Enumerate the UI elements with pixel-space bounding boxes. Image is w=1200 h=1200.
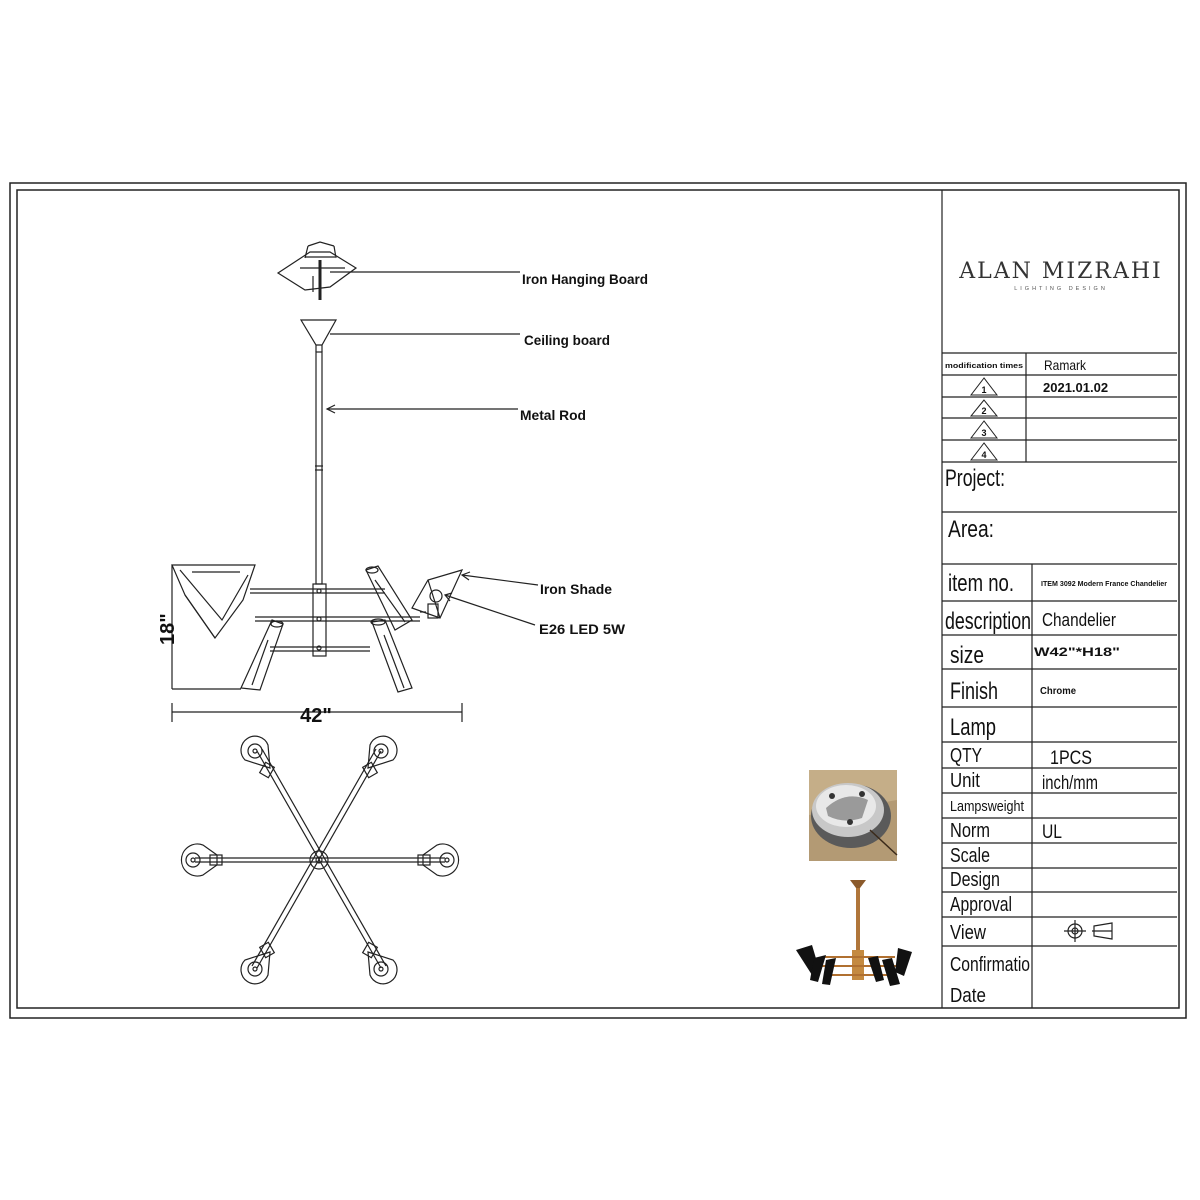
brand-tagline: LIGHTING DESIGN	[1014, 286, 1108, 292]
description-value: Chandelier	[1042, 610, 1116, 630]
qty-value: 1PCS	[1050, 748, 1092, 769]
unit-label: Unit	[950, 770, 981, 792]
confirmation-label: Confirmatio	[950, 954, 1030, 976]
plan-shade-top-right	[363, 736, 397, 777]
size-label: size	[950, 642, 984, 669]
callout-metal-rod: Metal Rod	[520, 407, 586, 423]
projection-symbol-icon	[1064, 920, 1112, 942]
qty-label: QTY	[950, 745, 982, 767]
dimension-width: 42"	[300, 705, 332, 727]
area-label: Area:	[948, 516, 994, 543]
brand-name: ALAN MIZRAHI	[959, 259, 1163, 284]
callout-bulb: E26 LED 5W	[539, 621, 626, 637]
shade-upper-left	[172, 565, 255, 638]
norm-label: Norm	[950, 820, 990, 842]
size-value: W42"*H18"	[1034, 645, 1120, 659]
finish-value: Chrome	[1040, 686, 1077, 697]
shade-lower-left	[241, 620, 283, 690]
revision-marker-3	[971, 421, 997, 438]
plan-shade-left	[181, 844, 222, 876]
lampweight-label: Lampsweight	[950, 798, 1025, 815]
item-no-label: item no.	[948, 570, 1014, 597]
plan-shade-bottom-left	[241, 942, 274, 983]
dimension-height: 18"	[157, 613, 179, 645]
canopy-photo	[809, 770, 897, 861]
svg-text:2: 2	[981, 406, 987, 416]
product-photo	[796, 880, 912, 986]
callout-hanging-board: Iron Hanging Board	[522, 271, 648, 287]
plan-shade-right	[418, 844, 459, 876]
date-label: Date	[950, 985, 986, 1007]
project-label: Project:	[945, 465, 1005, 492]
remark-header: Ramark	[1044, 357, 1087, 373]
item-no-value: ITEM 3092 Modern France Chandelier	[1041, 581, 1168, 588]
ceiling-board-icon	[301, 320, 336, 345]
metal-rod	[316, 352, 322, 584]
modification-times-header: modification times	[945, 361, 1023, 370]
elevation-view	[172, 242, 538, 722]
svg-text:1: 1	[981, 385, 987, 395]
svg-text:4: 4	[981, 450, 987, 460]
finish-label: Finish	[950, 678, 998, 705]
plan-shade-bottom-right	[363, 942, 397, 983]
shade-far-right	[412, 570, 462, 618]
svg-text:3: 3	[981, 428, 987, 438]
norm-value: UL	[1042, 822, 1062, 843]
approval-label: Approval	[950, 894, 1012, 916]
revision-1-date: 2021.01.02	[1043, 380, 1109, 395]
callout-iron-shade: Iron Shade	[540, 581, 613, 597]
hanging-board-icon	[278, 242, 356, 300]
inner-border	[17, 190, 1179, 1008]
center-hub	[313, 584, 326, 656]
design-label: Design	[950, 869, 1000, 891]
description-label: description	[945, 608, 1031, 635]
revision-marker-1	[971, 378, 997, 395]
view-label: View	[950, 922, 987, 944]
revision-marker-2	[971, 400, 997, 416]
callout-ceiling-board: Ceiling board	[524, 332, 610, 348]
lamp-label: Lamp	[950, 714, 996, 741]
revision-marker-4	[971, 443, 997, 460]
unit-value: inch/mm	[1042, 773, 1098, 794]
shade-lower-right	[371, 619, 412, 692]
scale-label: Scale	[950, 845, 990, 867]
plan-view	[181, 736, 458, 984]
revision-markers	[971, 378, 997, 460]
